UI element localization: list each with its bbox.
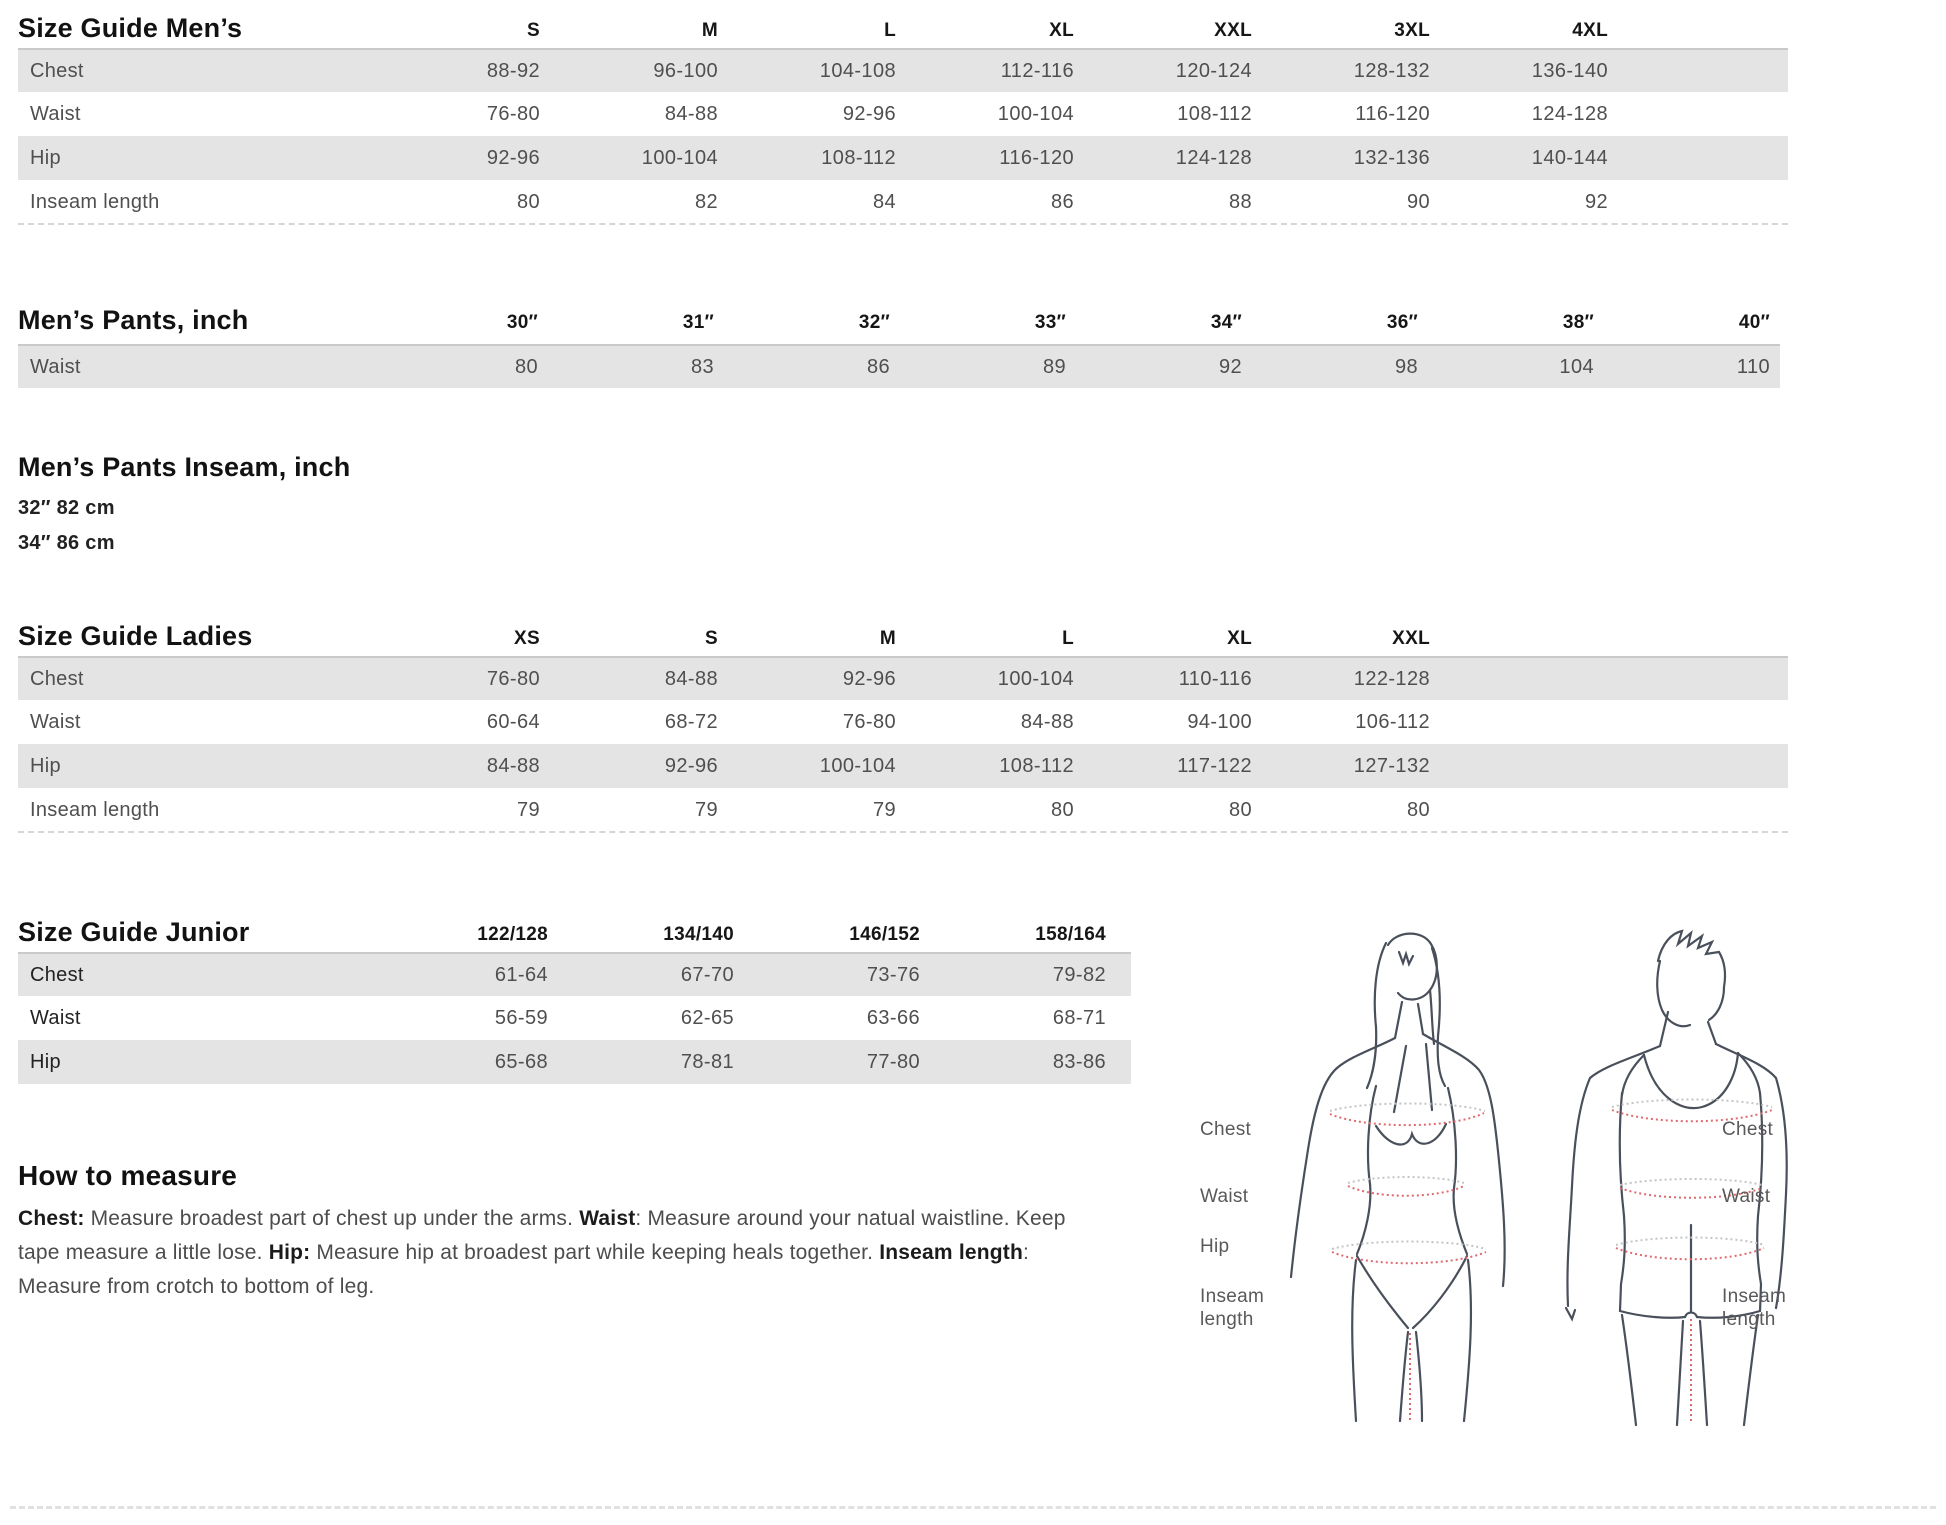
- row-label: Hip: [30, 146, 61, 169]
- row-label: Chest: [30, 59, 84, 82]
- column-header: 30″: [506, 312, 538, 333]
- row-label: Hip: [30, 1050, 61, 1073]
- ladies-size-guide-table: [18, 612, 1788, 833]
- table-row: [18, 700, 1788, 744]
- cell-value: 122-128: [1353, 667, 1430, 690]
- cell-value: 84-88: [486, 754, 540, 777]
- cell-value: 67-70: [680, 963, 734, 986]
- cell-value: 116-120: [1355, 102, 1430, 125]
- cell-value: 128-132: [1353, 59, 1430, 82]
- mens-table-header-row: [18, 4, 1788, 48]
- cell-value: 106-112: [1355, 710, 1430, 733]
- how-to-measure-title: How to measure: [18, 1160, 238, 1191]
- column-header: XS: [514, 628, 540, 649]
- cell-value: 73-76: [866, 963, 920, 986]
- row-label: Chest: [30, 667, 84, 690]
- cell-value: 92-96: [842, 667, 896, 690]
- cell-value: 89: [1042, 355, 1066, 378]
- cell-value: 127-132: [1353, 754, 1430, 777]
- dashed-divider: [18, 831, 1788, 833]
- cell-value: 80: [1228, 798, 1252, 821]
- female-waist-measure-line-back: [1348, 1177, 1464, 1183]
- measurement-figures-illustration: [1180, 915, 1840, 1440]
- cell-value: 84: [872, 190, 896, 213]
- cell-value: 92-96: [664, 754, 718, 777]
- inseam-value-line: 32″ 82 cm: [18, 497, 115, 519]
- junior-size-guide-table: [18, 908, 1131, 1084]
- cell-value: 79: [872, 798, 896, 821]
- cell-value: 83-86: [1052, 1050, 1106, 1073]
- table-row: [18, 136, 1788, 180]
- cell-value: 112-116: [1000, 59, 1074, 82]
- cell-value: 104-108: [819, 59, 896, 82]
- cell-value: 132-136: [1353, 146, 1430, 169]
- cell-value: 108-112: [999, 754, 1074, 777]
- figure-label-inseam-right: Inseam length: [1722, 1286, 1787, 1330]
- page-bottom-dashed-divider: [10, 1506, 1936, 1509]
- column-header: 158/164: [1035, 924, 1106, 945]
- column-header: 36″: [1386, 312, 1418, 333]
- cell-value: 77-80: [866, 1050, 920, 1073]
- column-header: 4XL: [1572, 20, 1608, 41]
- cell-value: 120-124: [1175, 59, 1252, 82]
- table-row: [18, 744, 1788, 788]
- cell-value: 100-104: [997, 102, 1074, 125]
- row-label: Waist: [30, 1006, 81, 1029]
- mens-size-guide-table: [18, 4, 1788, 225]
- column-header: 40″: [1738, 312, 1770, 333]
- cell-value: 56-59: [494, 1006, 548, 1029]
- column-header: 3XL: [1394, 20, 1430, 41]
- cell-value: 86: [866, 355, 890, 378]
- table-row: [18, 788, 1788, 832]
- row-label: Inseam length: [30, 190, 160, 213]
- cell-value: 96-100: [653, 59, 718, 82]
- cell-value: 76-80: [486, 667, 540, 690]
- column-header: S: [527, 20, 540, 41]
- cell-value: 83: [690, 355, 714, 378]
- pants-table-header-row: [18, 296, 1780, 340]
- cell-value: 100-104: [819, 754, 896, 777]
- cell-value: 62-65: [680, 1006, 734, 1029]
- female-chest-measure-line: [1330, 1113, 1484, 1125]
- cell-value: 92-96: [842, 102, 896, 125]
- row-label: Waist: [30, 710, 81, 733]
- cell-value: 82: [694, 190, 718, 213]
- cell-value: 100-104: [997, 667, 1074, 690]
- cell-value: 68-72: [664, 710, 718, 733]
- cell-value: 94-100: [1187, 710, 1252, 733]
- mens-pants-inseam-section: [18, 452, 350, 555]
- cell-value: 79: [694, 798, 718, 821]
- column-header: M: [701, 20, 718, 41]
- mens-pants-table: [18, 296, 1780, 388]
- row-label: Inseam length: [30, 798, 160, 821]
- column-header: 134/140: [663, 924, 734, 945]
- cell-value: 61-64: [494, 963, 548, 986]
- cell-value: 80: [1050, 798, 1074, 821]
- table-row: [18, 92, 1788, 136]
- cell-value: 84-88: [1020, 710, 1074, 733]
- figure-label-waist-right: Waist: [1722, 1186, 1771, 1207]
- cell-value: 76-80: [486, 102, 540, 125]
- cell-value: 92: [1584, 190, 1608, 213]
- cell-value: 88: [1228, 190, 1252, 213]
- cell-value: 108-112: [1177, 102, 1252, 125]
- female-waist-measure-line: [1348, 1186, 1464, 1196]
- table-row: [18, 952, 1131, 996]
- inseam-value-line: 34″ 86 cm: [18, 532, 115, 554]
- table-row: [18, 656, 1788, 700]
- column-header: XL: [1049, 20, 1074, 41]
- cell-value: 124-128: [1531, 102, 1608, 125]
- cell-value: 80: [1406, 798, 1430, 821]
- cell-value: 104: [1559, 355, 1594, 378]
- pants-table-title: Men’s Pants, inch: [18, 305, 249, 335]
- column-header: 34″: [1210, 312, 1242, 333]
- cell-value: 84-88: [664, 667, 718, 690]
- ladies-table-header-row: [18, 612, 1788, 656]
- cell-value: 92: [1218, 355, 1242, 378]
- cell-value: 86: [1050, 190, 1074, 213]
- column-header: 32″: [858, 312, 890, 333]
- dashed-divider: [18, 223, 1788, 225]
- cell-value: 60-64: [486, 710, 540, 733]
- cell-value: 100-104: [641, 146, 718, 169]
- cell-value: 117-122: [1177, 754, 1252, 777]
- cell-value: 90: [1406, 190, 1430, 213]
- junior-table-title: Size Guide Junior: [18, 917, 250, 947]
- column-header: S: [705, 628, 718, 649]
- cell-value: 68-71: [1052, 1006, 1106, 1029]
- cell-value: 92-96: [486, 146, 540, 169]
- cell-value: 79: [516, 798, 540, 821]
- figure-label-chest-right: Chest: [1722, 1119, 1774, 1140]
- figure-label-waist-left: Waist: [1200, 1186, 1249, 1207]
- column-header: L: [884, 20, 896, 41]
- cell-value: 110: [1736, 355, 1770, 378]
- figure-label-inseam-left: Inseam length: [1200, 1286, 1265, 1330]
- column-header: 122/128: [477, 924, 548, 945]
- table-row: [18, 180, 1788, 224]
- table-row: [18, 996, 1131, 1040]
- cell-value: 136-140: [1531, 59, 1608, 82]
- row-label: Waist: [30, 355, 81, 378]
- column-header: 31″: [682, 312, 714, 333]
- column-header: 38″: [1562, 312, 1594, 333]
- cell-value: 116-120: [999, 146, 1074, 169]
- female-chest-measure-line-back: [1330, 1104, 1485, 1112]
- row-label: Waist: [30, 102, 81, 125]
- column-header: L: [1062, 628, 1074, 649]
- cell-value: 80: [514, 355, 538, 378]
- cell-value: 98: [1394, 355, 1418, 378]
- cell-value: 63-66: [866, 1006, 920, 1029]
- column-header: 146/152: [849, 924, 920, 945]
- junior-table-header-row: [18, 908, 1131, 952]
- column-header: M: [879, 628, 896, 649]
- cell-value: 76-80: [842, 710, 896, 733]
- cell-value: 79-82: [1052, 963, 1106, 986]
- table-row: [18, 48, 1788, 92]
- male-chest-measure-line-back: [1612, 1100, 1772, 1108]
- inseam-section-title: Men’s Pants Inseam, inch: [18, 452, 351, 482]
- row-label: Hip: [30, 754, 61, 777]
- cell-value: 80: [516, 190, 540, 213]
- column-header: XXL: [1392, 628, 1430, 649]
- column-header: XXL: [1214, 20, 1252, 41]
- cell-value: 124-128: [1175, 146, 1252, 169]
- cell-value: 88-92: [486, 59, 540, 82]
- figure-label-chest-left: Chest: [1200, 1119, 1252, 1140]
- how-to-measure-text: Chest: Measure broadest part of chest up under the arms. Waist: Measure around your natual waistline. Keep tape measure a little lose. Hip: Measure hip at broadest part while keeping heals together. Inseam length: Measure from crotch to bottom of leg.: [18, 1207, 1066, 1298]
- ladies-table-title: Size Guide Ladies: [18, 621, 253, 651]
- column-header: 33″: [1034, 312, 1066, 333]
- cell-value: 78-81: [680, 1050, 734, 1073]
- mens-table-title: Size Guide Men’s: [18, 13, 243, 43]
- table-row: [18, 344, 1780, 388]
- cell-value: 65-68: [494, 1050, 548, 1073]
- table-row: [18, 1040, 1131, 1084]
- male-figure: [1566, 931, 1787, 1425]
- cell-value: 108-112: [821, 146, 896, 169]
- figure-label-hip-left: Hip: [1200, 1236, 1230, 1257]
- column-header: XL: [1227, 628, 1252, 649]
- cell-value: 84-88: [664, 102, 718, 125]
- row-label: Chest: [30, 963, 84, 986]
- cell-value: 110-116: [1178, 667, 1252, 690]
- cell-value: 140-144: [1531, 146, 1608, 169]
- how-to-measure-section: [18, 1160, 1108, 1304]
